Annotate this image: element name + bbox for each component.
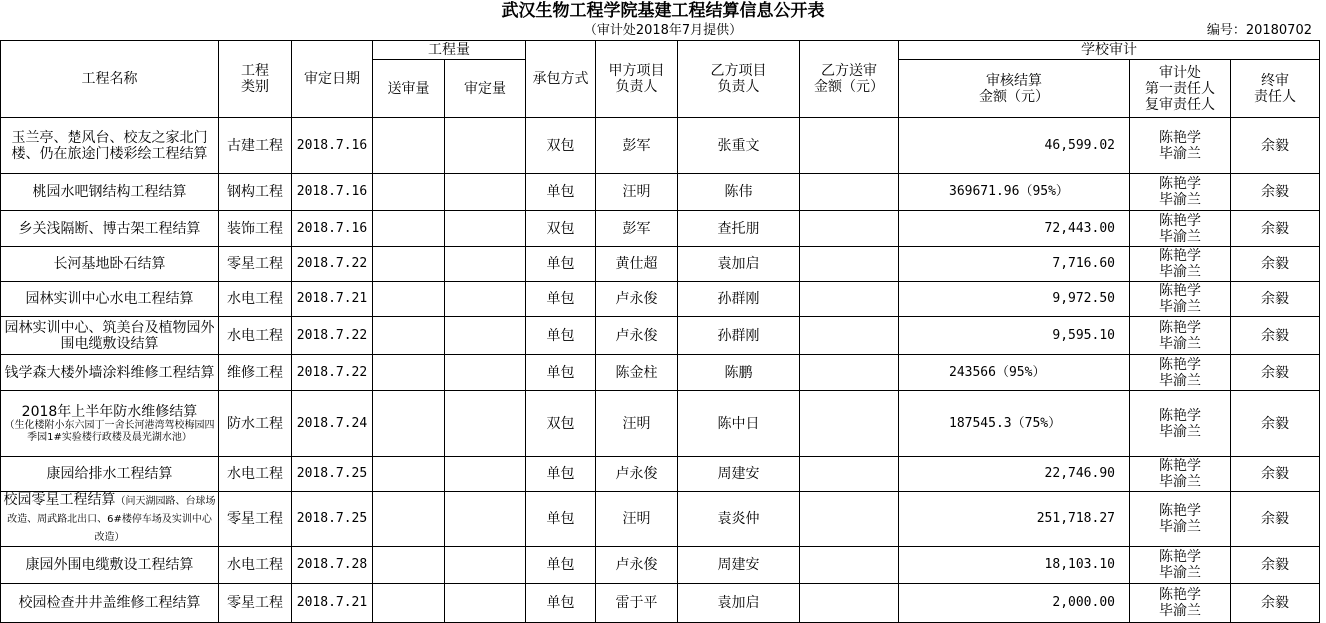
cell-final-responsible: 余毅 bbox=[1231, 282, 1320, 317]
cell-party-b: 陈鹏 bbox=[678, 355, 800, 391]
cell-approved-amount: 22,746.90 bbox=[899, 457, 1130, 492]
cell-audit-responsible: 陈艳学 毕渝兰 bbox=[1130, 317, 1231, 355]
cell-date: 2018.7.24 bbox=[292, 391, 373, 457]
cell-party-a: 汪明 bbox=[596, 492, 678, 547]
cell-final-responsible: 余毅 bbox=[1231, 174, 1320, 211]
cell-submitted-amount bbox=[800, 118, 899, 174]
cell-submitted-amount bbox=[800, 355, 899, 391]
cell-submitted-amount bbox=[800, 547, 899, 584]
cell-final-responsible: 余毅 bbox=[1231, 355, 1320, 391]
header-date: 审定日期 bbox=[292, 41, 373, 118]
cell-submitted-amount bbox=[800, 282, 899, 317]
cell-party-a: 卢永俊 bbox=[596, 547, 678, 584]
table-row bbox=[1, 317, 1320, 355]
cell-party-b: 查托朋 bbox=[678, 211, 800, 247]
cell-approved-qty bbox=[445, 317, 526, 355]
cell-submitted-qty bbox=[373, 492, 445, 547]
cell-audit-responsible: 陈艳学 毕渝兰 bbox=[1130, 282, 1231, 317]
cell-party-a: 汪明 bbox=[596, 174, 678, 211]
cell-party-a: 雷于平 bbox=[596, 584, 678, 623]
cell-approved-qty bbox=[445, 584, 526, 623]
cell-final-responsible: 余毅 bbox=[1231, 211, 1320, 247]
cell-audit-responsible: 陈艳学 毕渝兰 bbox=[1130, 355, 1231, 391]
cell-contract-mode: 单包 bbox=[526, 174, 596, 211]
cell-date: 2018.7.16 bbox=[292, 211, 373, 247]
cell-date: 2018.7.16 bbox=[292, 174, 373, 211]
cell-final-responsible: 余毅 bbox=[1231, 492, 1320, 547]
cell-category: 零星工程 bbox=[219, 247, 292, 282]
cell-approved-qty bbox=[445, 211, 526, 247]
cell-final-responsible: 余毅 bbox=[1231, 118, 1320, 174]
settlement-table bbox=[0, 40, 1320, 623]
cell-party-b: 袁加启 bbox=[678, 584, 800, 623]
cell-party-a: 黄仕超 bbox=[596, 247, 678, 282]
cell-party-b: 陈伟 bbox=[678, 174, 800, 211]
cell-approved-amount: 369671.96（95%） bbox=[899, 174, 1130, 211]
cell-approved-qty bbox=[445, 391, 526, 457]
cell-project-name bbox=[1, 174, 219, 211]
project-name: 乡关浅隔断、博古架工程结算 bbox=[18, 220, 201, 237]
cell-submitted-amount bbox=[800, 391, 899, 457]
cell-approved-amount: 7,716.60 bbox=[899, 247, 1130, 282]
cell-contract-mode: 单包 bbox=[526, 355, 596, 391]
cell-submitted-amount bbox=[800, 584, 899, 623]
cell-approved-amount: 18,103.10 bbox=[899, 547, 1130, 584]
cell-submitted-qty bbox=[373, 355, 445, 391]
cell-audit-responsible: 陈艳学 毕渝兰 bbox=[1130, 211, 1231, 247]
cell-audit-responsible: 陈艳学 毕渝兰 bbox=[1130, 247, 1231, 282]
header-name: 工程名称 bbox=[1, 41, 219, 118]
cell-audit-responsible: 陈艳学 毕渝兰 bbox=[1130, 584, 1231, 623]
cell-audit-responsible: 陈艳学 毕渝兰 bbox=[1130, 118, 1231, 174]
table-row bbox=[1, 391, 1320, 457]
cell-date: 2018.7.25 bbox=[292, 457, 373, 492]
cell-approved-amount: 9,972.50 bbox=[899, 282, 1130, 317]
table-row bbox=[1, 355, 1320, 391]
cell-project-name bbox=[1, 118, 219, 174]
cell-party-a: 卢永俊 bbox=[596, 457, 678, 492]
cell-submitted-qty bbox=[373, 174, 445, 211]
cell-date: 2018.7.22 bbox=[292, 355, 373, 391]
cell-submitted-qty bbox=[373, 547, 445, 584]
cell-submitted-qty bbox=[373, 457, 445, 492]
cell-date: 2018.7.22 bbox=[292, 247, 373, 282]
cell-party-a: 卢永俊 bbox=[596, 282, 678, 317]
cell-approved-qty bbox=[445, 118, 526, 174]
project-name: 康园外围电缆敷设工程结算 bbox=[25, 557, 194, 573]
project-name: 桃园水吧钢结构工程结算 bbox=[32, 184, 187, 200]
header-final-responsible: 终审 责任人 bbox=[1231, 60, 1320, 118]
table-row bbox=[1, 118, 1320, 174]
table-body bbox=[1, 118, 1320, 623]
cell-category: 装饰工程 bbox=[219, 211, 292, 247]
table-row bbox=[1, 174, 1320, 211]
cell-project-name bbox=[1, 282, 219, 317]
cell-approved-amount: 187545.3（75%） bbox=[899, 391, 1130, 457]
cell-date: 2018.7.25 bbox=[292, 492, 373, 547]
page-title: 武汉生物工程学院基建工程结算信息公开表 bbox=[501, 1, 825, 21]
cell-party-b: 孙群刚 bbox=[678, 282, 800, 317]
table-header bbox=[1, 41, 1320, 118]
cell-project-name bbox=[1, 547, 219, 584]
project-name: 园林实训中心、筑美台及植物园外围电缆敷设结算 bbox=[4, 319, 215, 352]
cell-contract-mode: 单包 bbox=[526, 492, 596, 547]
header-category: 工程 类别 bbox=[219, 41, 292, 118]
cell-final-responsible: 余毅 bbox=[1231, 547, 1320, 584]
table-row bbox=[1, 211, 1320, 247]
cell-final-responsible: 余毅 bbox=[1231, 391, 1320, 457]
cell-category: 水电工程 bbox=[219, 547, 292, 584]
cell-approved-amount: 72,443.00 bbox=[899, 211, 1130, 247]
cell-category: 零星工程 bbox=[219, 492, 292, 547]
cell-submitted-amount bbox=[800, 492, 899, 547]
subtitle: （审计处2018年7月提供） bbox=[583, 23, 743, 38]
cell-approved-amount: 243566（95%） bbox=[899, 355, 1130, 391]
cell-final-responsible: 余毅 bbox=[1231, 317, 1320, 355]
cell-approved-amount: 9,595.10 bbox=[899, 317, 1130, 355]
table-row bbox=[1, 584, 1320, 623]
cell-submitted-amount bbox=[800, 211, 899, 247]
cell-contract-mode: 单包 bbox=[526, 247, 596, 282]
project-name: 长河基地卧石结算 bbox=[53, 256, 166, 272]
cell-submitted-qty bbox=[373, 247, 445, 282]
project-name: 康园给排水工程结算 bbox=[46, 466, 173, 482]
cell-party-b: 袁加启 bbox=[678, 247, 800, 282]
cell-project-name bbox=[1, 391, 219, 457]
header-submitted-qty: 送审量 bbox=[373, 60, 445, 118]
cell-party-a: 彭军 bbox=[596, 211, 678, 247]
cell-approved-qty bbox=[445, 457, 526, 492]
table-row bbox=[1, 457, 1320, 492]
cell-category: 钢构工程 bbox=[219, 174, 292, 211]
table-row bbox=[1, 492, 1320, 547]
cell-approved-qty bbox=[445, 355, 526, 391]
cell-approved-qty bbox=[445, 547, 526, 584]
table-row bbox=[1, 547, 1320, 584]
document-number: 编号：20180702 bbox=[1206, 23, 1312, 38]
cell-party-b: 周建安 bbox=[678, 457, 800, 492]
project-name-note: （生化楼附小东六园丁一舍长河港湾驾校梅园四季园1#实验楼行政楼及晨光湖水池） bbox=[4, 419, 215, 443]
cell-project-name bbox=[1, 584, 219, 623]
project-name: 校园零星工程结算 bbox=[3, 492, 116, 508]
cell-project-name bbox=[1, 355, 219, 391]
cell-contract-mode: 单包 bbox=[526, 457, 596, 492]
cell-contract-mode: 双包 bbox=[526, 211, 596, 247]
cell-submitted-qty bbox=[373, 317, 445, 355]
cell-approved-qty bbox=[445, 492, 526, 547]
cell-party-b: 袁炎仲 bbox=[678, 492, 800, 547]
cell-date: 2018.7.16 bbox=[292, 118, 373, 174]
header-submitted-amount: 乙方送审 金额（元） bbox=[800, 41, 899, 118]
cell-contract-mode: 双包 bbox=[526, 118, 596, 174]
cell-date: 2018.7.28 bbox=[292, 547, 373, 584]
cell-project-name bbox=[1, 317, 219, 355]
cell-submitted-amount bbox=[800, 174, 899, 211]
cell-submitted-qty bbox=[373, 282, 445, 317]
cell-submitted-amount bbox=[800, 457, 899, 492]
cell-audit-responsible: 陈艳学 毕渝兰 bbox=[1130, 174, 1231, 211]
cell-audit-responsible: 陈艳学 毕渝兰 bbox=[1130, 547, 1231, 584]
cell-party-b: 孙群刚 bbox=[678, 317, 800, 355]
cell-approved-qty bbox=[445, 282, 526, 317]
cell-category: 水电工程 bbox=[219, 457, 292, 492]
cell-contract-mode: 单包 bbox=[526, 282, 596, 317]
cell-contract-mode: 单包 bbox=[526, 584, 596, 623]
cell-party-a: 彭军 bbox=[596, 118, 678, 174]
cell-submitted-amount bbox=[800, 317, 899, 355]
cell-date: 2018.7.21 bbox=[292, 282, 373, 317]
cell-final-responsible: 余毅 bbox=[1231, 457, 1320, 492]
cell-party-a: 陈金柱 bbox=[596, 355, 678, 391]
cell-submitted-qty bbox=[373, 584, 445, 623]
cell-contract-mode: 双包 bbox=[526, 391, 596, 457]
cell-party-a: 汪明 bbox=[596, 391, 678, 457]
header-school-audit-group: 学校审计 bbox=[899, 41, 1320, 60]
cell-party-b: 张重文 bbox=[678, 118, 800, 174]
cell-date: 2018.7.21 bbox=[292, 584, 373, 623]
cell-category: 水电工程 bbox=[219, 317, 292, 355]
cell-category: 零星工程 bbox=[219, 584, 292, 623]
cell-approved-qty bbox=[445, 247, 526, 282]
cell-submitted-qty bbox=[373, 118, 445, 174]
header-approved-qty: 审定量 bbox=[445, 60, 526, 118]
header-audit-responsible: 审计处 第一责任人 复审责任人 bbox=[1130, 60, 1231, 118]
cell-submitted-amount bbox=[800, 247, 899, 282]
cell-approved-amount: 251,718.27 bbox=[899, 492, 1130, 547]
cell-approved-amount: 46,599.02 bbox=[899, 118, 1130, 174]
project-name: 2018年上半年防水维修结算 bbox=[21, 403, 198, 420]
table-row bbox=[1, 247, 1320, 282]
cell-audit-responsible: 陈艳学 毕渝兰 bbox=[1130, 457, 1231, 492]
cell-final-responsible: 余毅 bbox=[1231, 584, 1320, 623]
project-name: 玉兰亭、楚风台、校友之家北门楼、仍在旅途门楼彩绘工程结算 bbox=[11, 129, 208, 162]
project-name: 钱学森大楼外墙涂料维修工程结算 bbox=[4, 364, 215, 381]
cell-party-b: 陈中日 bbox=[678, 391, 800, 457]
header-approved-amount: 审核结算 金额（元） bbox=[899, 60, 1130, 118]
project-name: 园林实训中心水电工程结算 bbox=[25, 291, 194, 307]
cell-approved-amount: 2,000.00 bbox=[899, 584, 1130, 623]
cell-submitted-qty bbox=[373, 391, 445, 457]
cell-project-name bbox=[1, 457, 219, 492]
header-contract-mode: 承包方式 bbox=[526, 41, 596, 118]
project-name: 校园检查井井盖维修工程结算 bbox=[18, 595, 201, 611]
cell-project-name bbox=[1, 492, 219, 547]
cell-contract-mode: 单包 bbox=[526, 547, 596, 584]
cell-party-a: 卢永俊 bbox=[596, 317, 678, 355]
cell-category: 维修工程 bbox=[219, 355, 292, 391]
cell-project-name bbox=[1, 211, 219, 247]
cell-category: 防水工程 bbox=[219, 391, 292, 457]
header-party-a: 甲方项目 负责人 bbox=[596, 41, 678, 118]
cell-project-name bbox=[1, 247, 219, 282]
cell-submitted-qty bbox=[373, 211, 445, 247]
header-quantity-group: 工程量 bbox=[373, 41, 526, 60]
cell-category: 古建工程 bbox=[219, 118, 292, 174]
cell-date: 2018.7.22 bbox=[292, 317, 373, 355]
cell-category: 水电工程 bbox=[219, 282, 292, 317]
cell-contract-mode: 单包 bbox=[526, 317, 596, 355]
table-row bbox=[1, 282, 1320, 317]
cell-approved-qty bbox=[445, 174, 526, 211]
cell-final-responsible: 余毅 bbox=[1231, 247, 1320, 282]
header-party-b: 乙方项目 负责人 bbox=[678, 41, 800, 118]
project-name-note: （问天湖园路、台球场改造、周武路北出口、6#楼停车场及实训中心改造） bbox=[7, 496, 216, 543]
cell-audit-responsible: 陈艳学 毕渝兰 bbox=[1130, 391, 1231, 457]
cell-audit-responsible: 陈艳学 毕渝兰 bbox=[1130, 492, 1231, 547]
cell-party-b: 周建安 bbox=[678, 547, 800, 584]
